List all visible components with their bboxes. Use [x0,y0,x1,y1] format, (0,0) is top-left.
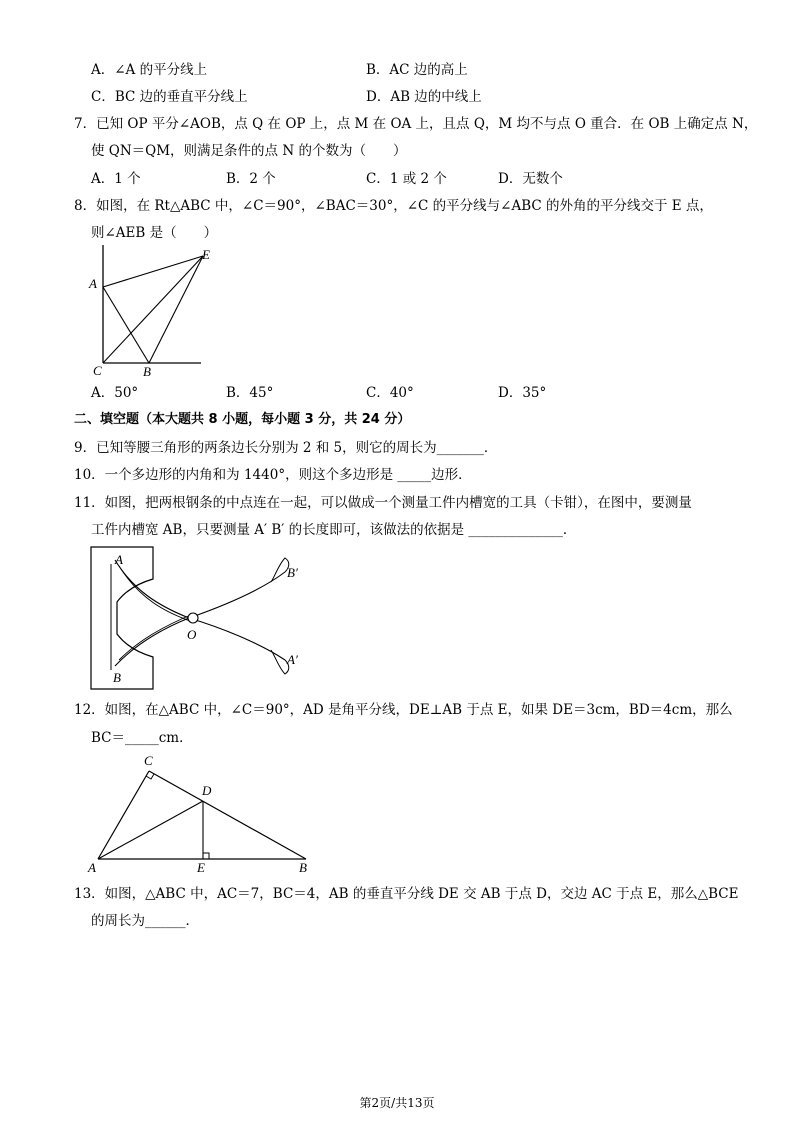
q7-stem-line1: 7．已知 OP 平分∠AOB，点 Q 在 OP 上，点 M 在 OA 上，且点 Q，M 均不与点 O 重合．在 OB 上确定点 N， [74,116,758,132]
q11-label-b: B [113,670,121,685]
q8-label-b: B [143,364,151,379]
section-heading-fill-in: 二、填空题（本大题共 8 小题，每小题 3 分，共 24 分） [74,412,411,427]
q11-label-a: A [115,552,123,567]
q8-stem-line1: 8．如图，在 Rt△ABC 中，∠C＝90°，∠BAC＝30°，∠C 的平分线与∠ABC 的外角的平分线交于 E 点， [74,198,713,214]
q12-figure [86,750,318,878]
q11-bar-to-aprime [189,618,285,660]
q7-stem-line2: 使 QN＝QM，则满足条件的点 N 的个数为（ ） [91,143,407,159]
q7-option-c: C．1 或 2 个 [366,171,447,187]
q11-caliper-figure [89,546,321,691]
q8-option-c: C．40° [366,385,414,401]
q12-label-a: A [88,860,96,875]
q8-option-b: B．45° [226,385,274,401]
q12-side-ac [98,771,149,859]
q11-bar-to-bprime [189,572,285,618]
q8-stem-line2: 则∠AEB 是（ ） [91,225,218,241]
q8-label-a: A [89,276,97,291]
q12-label-d: D [202,783,212,798]
q11-label-o: O [187,627,197,642]
page-number: 第2页/共13页 [359,1096,435,1110]
q6-option-a: A．∠A 的平分线上 [91,62,208,78]
q13-stem-line2: 的周长为______． [91,913,199,929]
q12-label-c: C [144,753,153,768]
q6-option-d: D．AB 边的中线上 [366,89,482,105]
q8-label-e: E [202,247,210,262]
q12-stem-line2: BC＝_____cm． [91,730,193,746]
q12-bisector-ad [98,801,203,859]
q7-option-d: D．无数个 [498,171,563,187]
q11-label-aprime: A′ [287,652,298,667]
q11-pivot-o [188,613,198,623]
q11-stem-line1: 11．如图，把两根钢条的中点连在一起，可以做成一个测量工件内槽宽的工具（卡钳），在图中，要测量 [74,495,692,511]
q9-stem: 9．已知等腰三角形的两条边长分别为 2 和 5，则它的周长为_______． [74,440,498,456]
q12-right-angle-e [203,853,209,859]
q8-option-a: A．50° [91,385,139,401]
q12-side-cb [149,771,306,859]
q6-option-b: B．AC 边的高上 [366,62,468,78]
q12-stem-line1: 12．如图，在△ABC 中，∠C＝90°，AD 是角平分线，DE⊥AB 于点 E，如果 DE＝3cm，BD＝4cm，那么 [74,702,733,718]
q8-segment-ab [103,287,149,363]
q11-workpiece [91,547,153,689]
q8-option-d: D．35° [498,385,547,401]
q12-label-b: B [299,860,307,875]
q11-label-bprime: B′ [287,565,298,580]
q13-stem-line1: 13．如图，△ABC 中，AC＝7，BC＝4，AB 的垂直平分线 DE 交 AB 于点 D，交边 AC 于点 E，那么△BCE [74,886,739,902]
q8-label-c: C [93,363,102,378]
q10-stem: 10．一个多边形的内角和为 1440°，则这个多边形是 _____边形． [74,467,472,483]
q8-segment-be [149,256,203,363]
q6-option-c: C．BC 边的垂直平分线上 [91,89,248,105]
q8-figure [85,245,210,380]
q11-stem-line2: 工件内槽宽 AB，只要测量 A′ B′ 的长度即可，该做法的依据是 ______________． [91,522,577,538]
q7-option-b: B．2 个 [226,171,276,187]
q12-label-e: E [197,860,205,875]
q7-option-a: A．1 个 [91,171,141,187]
